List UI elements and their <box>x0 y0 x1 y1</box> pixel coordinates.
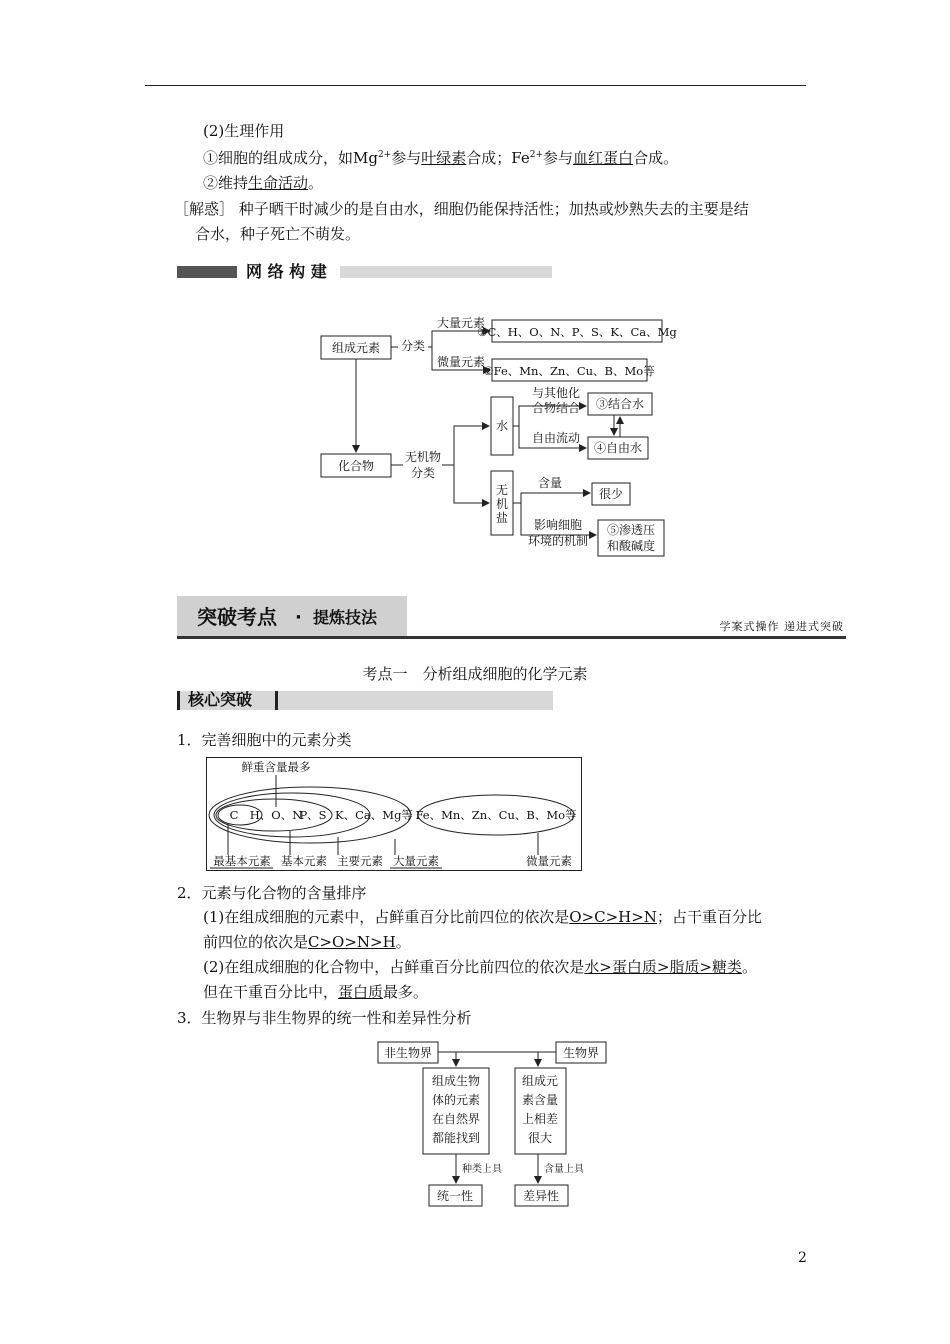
left-desc-line: 组成生物 <box>431 1074 481 1088</box>
note-line-1: ［解惑］ 种子晒干时减少的是自由水，细胞仍能保持活性；加热或炒熟失去的主要是结 <box>174 200 749 218</box>
label-elements: 组成元素 <box>331 341 381 355</box>
label-free-water: ④自由水 <box>593 441 643 455</box>
text-span: 参与 <box>543 149 574 167</box>
label-content: 含量 <box>537 476 563 490</box>
text-span: (1)在组成细胞的元素中，占鲜重百分比前四位的依次是 <box>203 908 570 926</box>
text-span: ①细胞的组成成分，如Mg <box>203 149 378 167</box>
label-salt-2: 机 <box>495 497 509 511</box>
left-desc-line: 在自然界 <box>431 1112 481 1126</box>
label-major: 大量元素 <box>393 854 439 868</box>
label-bind-1: 与其他化 <box>531 386 581 400</box>
label-salt-3: 盐 <box>495 511 509 525</box>
answer-underline: 蛋白质 <box>338 983 384 1001</box>
label-c: C <box>229 808 239 822</box>
label-difference: 差异性 <box>522 1189 560 1203</box>
label-salt-1: 无 <box>495 483 509 497</box>
note-line-2: 合水，种子死亡不萌发。 <box>195 225 361 243</box>
label-bind-2: 合物结合 <box>531 401 581 415</box>
label-free-flow: 自由流动 <box>531 431 581 445</box>
label-few: 很少 <box>598 487 624 501</box>
label-unity: 统一性 <box>436 1189 474 1203</box>
right-desc-line: 组成元 <box>521 1074 559 1088</box>
superscript: 2+ <box>529 150 544 160</box>
text-span: 最多。 <box>383 983 429 1001</box>
label-classify: 分类 <box>400 339 426 353</box>
left-desc-line: 都能找到 <box>431 1131 481 1145</box>
label-bound-water: ③结合水 <box>595 397 645 411</box>
label-water: 水 <box>495 419 509 433</box>
label-kcamg: K、Ca、Mg等 <box>335 808 413 822</box>
page-number: 2 <box>798 1250 807 1266</box>
list-3-title: 3．生物界与非生物界的统一性和差异性分析 <box>177 1009 472 1027</box>
answer-underline: O>C>H>N <box>569 908 657 926</box>
banner-right: 学案式操作 递进式突破 <box>719 620 844 633</box>
text-span: 参与 <box>391 149 422 167</box>
superscript: 2+ <box>377 150 392 160</box>
label-inorganic-1: 无机物 <box>404 450 442 464</box>
text-span: 。 <box>741 958 757 976</box>
label-compound: 化合物 <box>337 459 375 473</box>
answer-underline: 血红蛋白 <box>573 149 634 167</box>
answer-underline: 叶绿素 <box>421 149 467 167</box>
text-span: 。 <box>395 933 411 951</box>
list-1-title: 1．完善细胞中的元素分类 <box>177 731 352 749</box>
topic-title: 考点一 分析组成细胞的化学元素 <box>362 665 588 683</box>
label-trace: 微量元素 <box>526 854 572 868</box>
label-influence-2: 环境的机制 <box>527 534 589 548</box>
answer-underline: 生命活动 <box>248 174 309 192</box>
label-inorganic-2: 分类 <box>410 466 436 480</box>
label-most-fresh: 鲜重含量最多 <box>241 760 311 774</box>
right-desc-line: 素含量 <box>521 1093 559 1107</box>
label-basic-most: 最基本元素 <box>213 854 271 868</box>
label-left-arrow: 种类上具 <box>462 1164 502 1175</box>
banner-title: 突破考点 <box>197 605 277 629</box>
physio-heading: (2)生理作用 <box>203 122 285 140</box>
text-span: 合成。 <box>633 149 679 167</box>
label-trace: 微量元素 <box>436 355 486 369</box>
banner-dot: · <box>295 607 302 628</box>
right-desc-line: 上相差 <box>521 1112 559 1126</box>
right-desc-line: 很大 <box>527 1131 553 1145</box>
label-basic: 基本元素 <box>281 854 327 868</box>
label-major-list: ①C、H、O、N、P、S、K、Ca、Mg <box>477 325 677 339</box>
text-span: 合成；Fe <box>466 149 530 167</box>
text-span: 前四位的依次是 <box>203 933 309 951</box>
label-hon: H、O、N <box>249 808 303 822</box>
core-title: 核心突破 <box>188 690 253 709</box>
answer-underline: C>O>N>H <box>308 933 396 951</box>
list-2-title: 2．元素与化合物的含量排序 <box>177 884 367 902</box>
text-span: 。 <box>308 174 324 192</box>
banner-subtitle: 提炼技法 <box>313 608 378 627</box>
label-major: 大量元素 <box>436 316 486 330</box>
label-trace-list: ②Fe、Mn、Zn、Cu、B、Mo等 <box>483 364 655 378</box>
section-title-network: 网 络 构 建 <box>246 262 327 281</box>
label-nonliving: 非生物界 <box>383 1046 433 1060</box>
label-right-arrow: 含量上具 <box>544 1164 584 1175</box>
label-trace-list: Fe、Mn、Zn、Cu、B、Mo等 <box>415 808 577 822</box>
answer-underline: 水>蛋白质>脂质>糖类 <box>584 958 742 976</box>
label-living: 生物界 <box>562 1046 600 1060</box>
text-span: 但在干重百分比中， <box>203 983 339 1001</box>
label-osmotic-1: ⑤渗透压 <box>606 523 656 537</box>
label-ps: P、S <box>299 808 327 822</box>
text-span: (2)在组成细胞的化合物中，占鲜重百分比前四位的依次是 <box>203 958 585 976</box>
label-osmotic-2: 和酸碱度 <box>606 539 656 553</box>
left-desc-line: 体的元素 <box>431 1093 481 1107</box>
label-main: 主要元素 <box>337 854 383 868</box>
label-influence-1: 影响细胞 <box>533 518 583 532</box>
text-span: ②维持 <box>203 174 249 192</box>
text-span: ；占干重百分比 <box>656 908 762 926</box>
